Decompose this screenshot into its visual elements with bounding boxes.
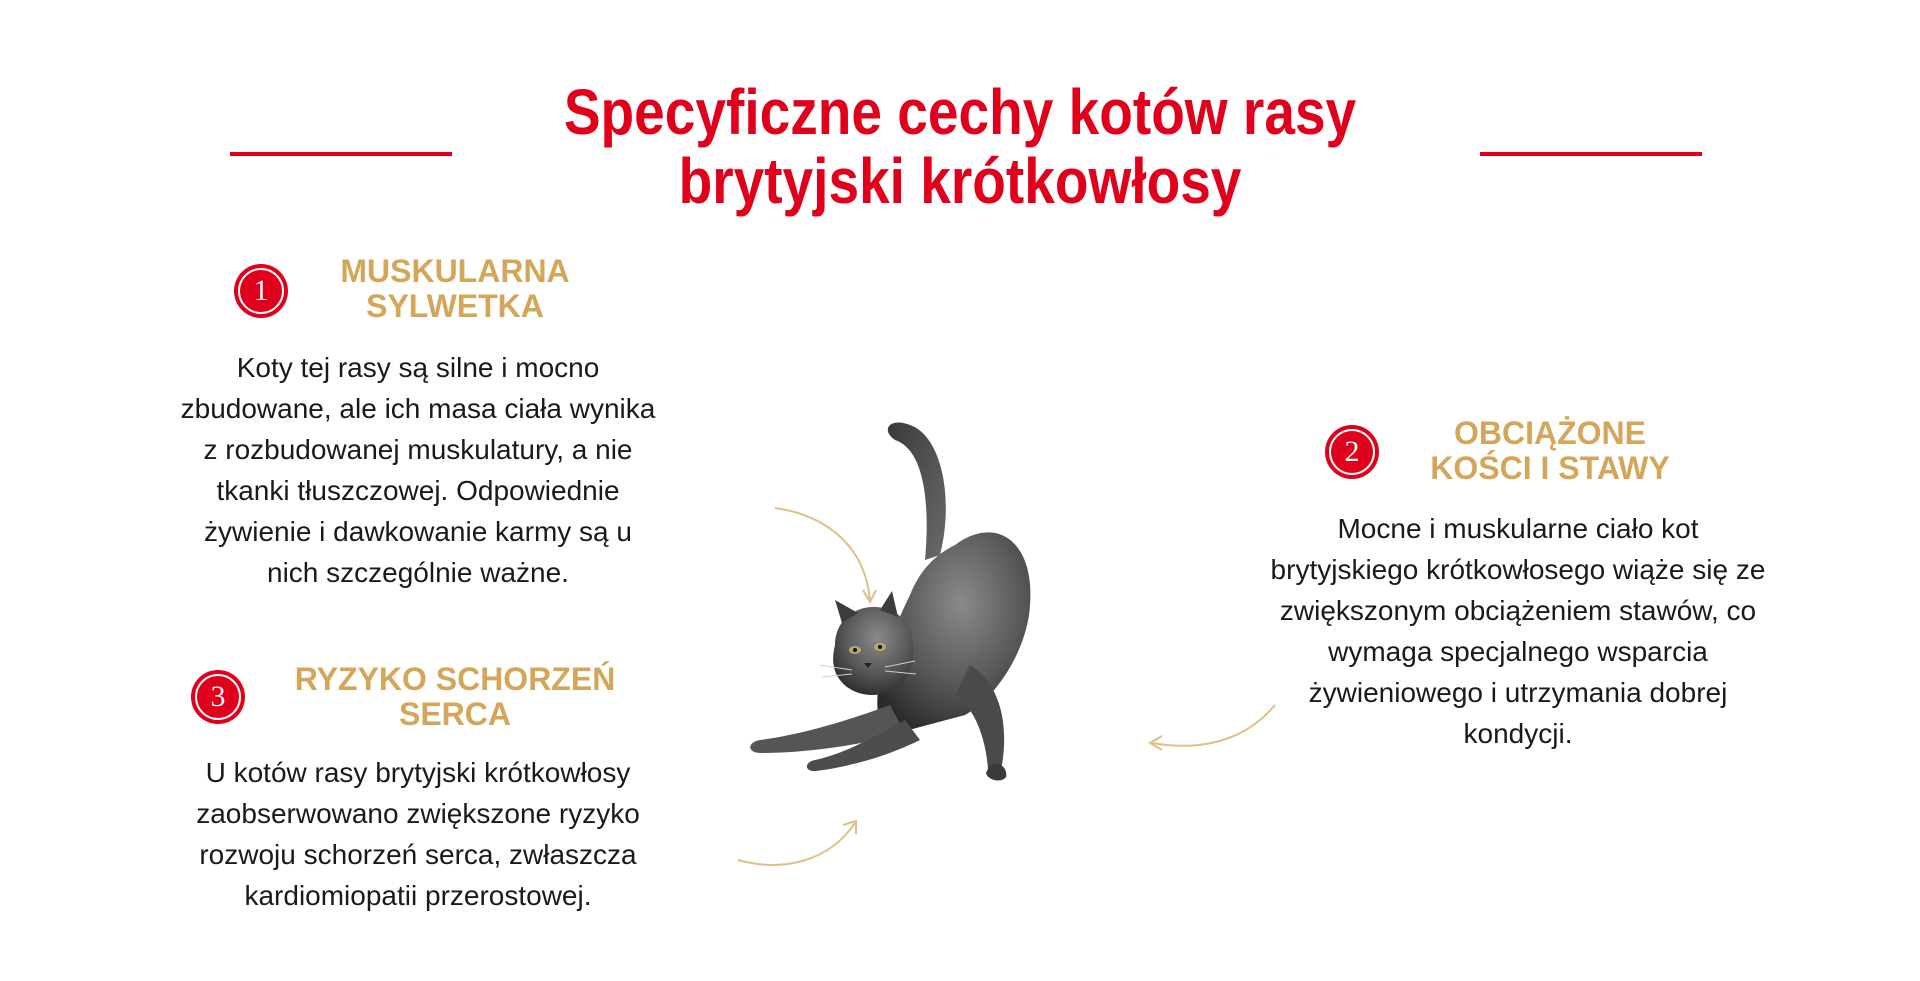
feature-2-number-badge [1325, 425, 1379, 479]
arrow-to-joints-icon [1140, 695, 1280, 765]
stretching-cat-illustration [740, 395, 1150, 810]
feature-2-number: 2 [1344, 435, 1360, 468]
title-rule-right [1480, 152, 1702, 156]
feature-2-heading: OBCIĄŻONE KOŚCI I STAWY [1430, 415, 1670, 487]
feature-3-number: 3 [210, 680, 226, 713]
feature-1-text: Koty tej rasy są silne i mocno zbudowane, ale ich masa ciała wynika z rozbudowanej muskulatury, a nie tkanki tłuszczowej. Odpowiednie żywienie i dawkowanie karmy są u nich szczególnie ważne. [180, 352, 656, 588]
feature-1-number: 1 [253, 274, 269, 307]
feature-1-heading: MUSKULARNA SYLWETKA [340, 253, 570, 325]
title-rule-left [230, 152, 452, 156]
feature-1-number-badge [234, 264, 288, 318]
feature-3-heading: RYZYKO SCHORZEŃ SERCA [294, 661, 616, 733]
feature-3-number-badge [191, 670, 245, 724]
page-title: Specyficzne cechy kotów rasy brytyjski krótkowłosy [563, 76, 1357, 218]
feature-2-text: Mocne i muskularne ciało kot brytyjskiego krótkowłosego wiąże się ze zwiększonym obciążeniem stawów, co wymaga specjalnego wsparcia żywieniowego i utrzymania dobrej kondycji. [1270, 513, 1766, 749]
feature-3-text: U kotów rasy brytyjski krótkowłosy zaobserwowano zwiększone ryzyko rozwoju schorzeń serca, zwłaszcza kardiomiopatii przerostowej. [196, 757, 640, 911]
arrow-to-heart-icon [735, 815, 865, 905]
